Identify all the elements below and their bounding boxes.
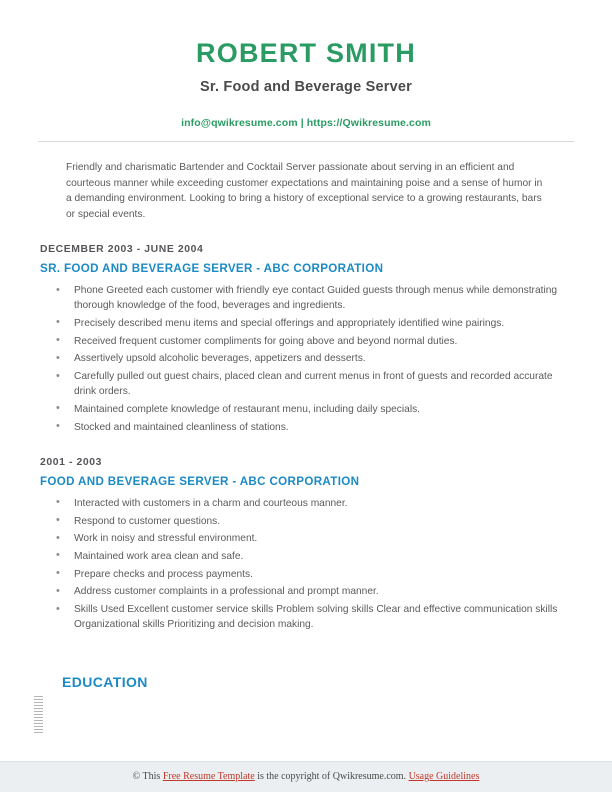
experience-role: SR. FOOD AND BEVERAGE SERVER - ABC CORPORATION (40, 262, 384, 275)
candidate-job-title: Sr. Food and Beverage Server (200, 79, 412, 95)
list-item: • Phone Greeted each customer with friendly eye contact Guided guests through menus while demonstrating thorough knowledge of the food, beverages and ingredients. (38, 283, 574, 313)
experience-dates: DECEMBER 2003 - JUNE 2004 (40, 244, 204, 255)
experience-role: FOOD AND BEVERAGE SERVER - ABC CORPORATION (40, 474, 360, 488)
candidate-name: ROBERT SMITH (196, 38, 416, 68)
barcode-mark (34, 696, 43, 734)
experience-entry-1 (38, 244, 574, 435)
list-item: • Work in noisy and stressful environment. (38, 531, 574, 546)
summary-text: Friendly and charismatic Bartender and Cocktail Server passionate about serving in an efficient and courteous manner while exceeding customer expectations and maintaining poise and a sense of humor in a demanding environment. Looking to bring a history of exceptional service to a growing restaurants, bars or special events. (66, 162, 543, 220)
list-item: • Maintained complete knowledge of restaurant menu, including daily specials. (38, 402, 574, 417)
page-left-margin (0, 0, 34, 792)
list-item: • Interacted with customers in a charm and courteous manner. (38, 496, 574, 511)
education-section (38, 674, 574, 690)
experience-dates: 2001 - 2003 (40, 456, 103, 468)
list-item: • Precisely described menu items and special offerings and appropriately identified wine pairings. (38, 316, 574, 331)
list-item: • Received frequent customer compliments for going above and beyond normal duties. (38, 334, 574, 349)
header-divider (38, 141, 574, 142)
list-item: • Address customer complaints in a professional and prompt manner. (38, 584, 574, 599)
list-item: • Assertively upsold alcoholic beverages, appetizers and desserts. (38, 351, 574, 366)
list-item: • Prepare checks and process payments. (38, 567, 574, 582)
contact-line[interactable]: info@qwikresume.com | https://Qwikresume.com (181, 117, 431, 129)
free-resume-template-link[interactable]: Free Resume Template (162, 771, 255, 782)
usage-guidelines-link[interactable]: Usage Guidelines (408, 771, 480, 782)
experience-bullet-list (38, 496, 574, 633)
resume-content (38, 30, 574, 690)
copyright-symbol: © (132, 771, 141, 782)
list-item: • Stocked and maintained cleanliness of stations. (38, 420, 574, 435)
list-item: • Respond to customer questions. (38, 514, 574, 529)
list-item: • Maintained work area clean and safe. (38, 549, 574, 564)
education-heading: EDUCATION (62, 674, 148, 691)
experience-entry-2 (38, 457, 574, 633)
experience-bullet-list (38, 283, 574, 435)
footer-text (0, 762, 612, 792)
footer-prefix: This (142, 771, 161, 782)
list-item: • Skills Used Excellent customer service skills Problem solving skills Clear and effective communication skills Organizational skills Prioritizing and decision making. (38, 602, 574, 632)
page-footer (0, 761, 612, 792)
list-item: • Carefully pulled out guest chairs, placed clean and current menus in front of guests and recorded accurate drink orders. (38, 369, 574, 399)
footer-middle: is the copyright of Qwikresume.com. (257, 771, 407, 782)
